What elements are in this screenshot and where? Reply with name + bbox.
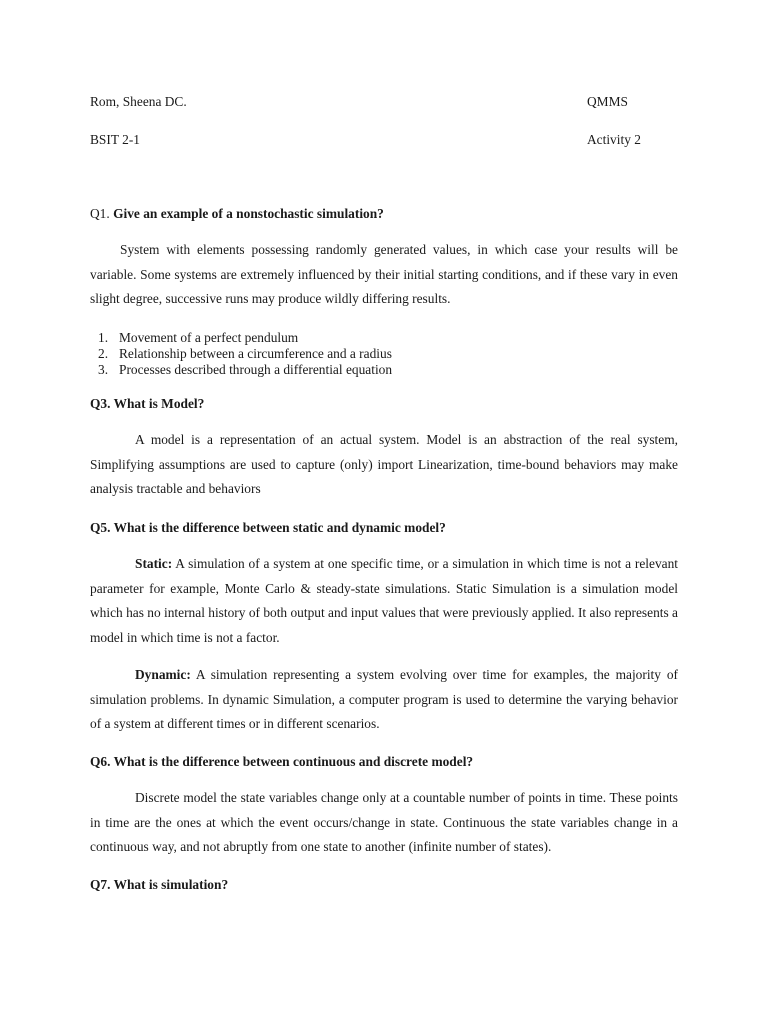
answer-q6: Discrete model the state variables change only at a countable number of points in time. These points in time are the ones at which the event occurs/change in state. Continuous the state variables change in a continuous way, and not abruptly from one state to another (infinite number of states). xyxy=(90,790,678,854)
answer-q1: System with elements possessing randomly generated values, in which case your results will be variable. Some systems are extremely influenced by their initial starting conditions, and if these vary in even slight degree, successive runs may produce wildly differing results. xyxy=(90,242,678,306)
static-label: Static: xyxy=(135,556,173,571)
answer-q3: A model is a representation of an actual system. Model is an abstraction of the real system, Simplifying assumptions are used to capture (only) import Linearization, time-bound behaviors may make analysis tractable and behaviors xyxy=(90,432,678,496)
activity-label: Activity 2 xyxy=(587,132,641,147)
question-q1 xyxy=(90,206,678,222)
question-q1-text: Give an example of a nonstochastic simulation? xyxy=(113,206,384,221)
question-q3: Q3. What is Model? xyxy=(90,396,205,411)
dynamic-text: A simulation representing a system evolving over time for examples, the majority of simulation problems. In dynamic Simulation, a computer program is used to determine the varying behavior of a system at different times or in different scenarios. xyxy=(90,667,678,731)
answer-q5-dynamic xyxy=(90,663,678,737)
answer-q5-static xyxy=(90,552,678,650)
example-list xyxy=(90,330,678,378)
list-item: 3. Processes described through a differential equation xyxy=(98,362,393,377)
list-item: 1. Movement of a perfect pendulum xyxy=(98,330,299,345)
question-q6: Q6. What is the difference between continuous and discrete model? xyxy=(90,754,474,769)
static-text: A simulation of a system at one specific time, or a simulation in which time is not a relevant parameter for example, Monte Carlo & steady-state simulations. Static Simulation is a simulation model which has no internal history of both output and input values that were previously applied. It also represents a model in which time is not a factor. xyxy=(90,556,678,645)
question-q7: Q7. What is simulation? xyxy=(90,877,229,892)
question-q5: Q5. What is the difference between static and dynamic model? xyxy=(90,520,446,535)
subject-code: QMMS xyxy=(587,94,628,109)
dynamic-label: Dynamic: xyxy=(135,667,191,682)
section-label: BSIT 2-1 xyxy=(90,132,140,147)
question-q1-number: Q1. xyxy=(90,206,110,221)
header-row-2 xyxy=(90,132,650,148)
student-name: Rom, Sheena DC. xyxy=(90,94,187,109)
list-item: 2. Relationship between a circumference and a radius xyxy=(98,346,392,361)
header-row-1 xyxy=(90,94,650,110)
